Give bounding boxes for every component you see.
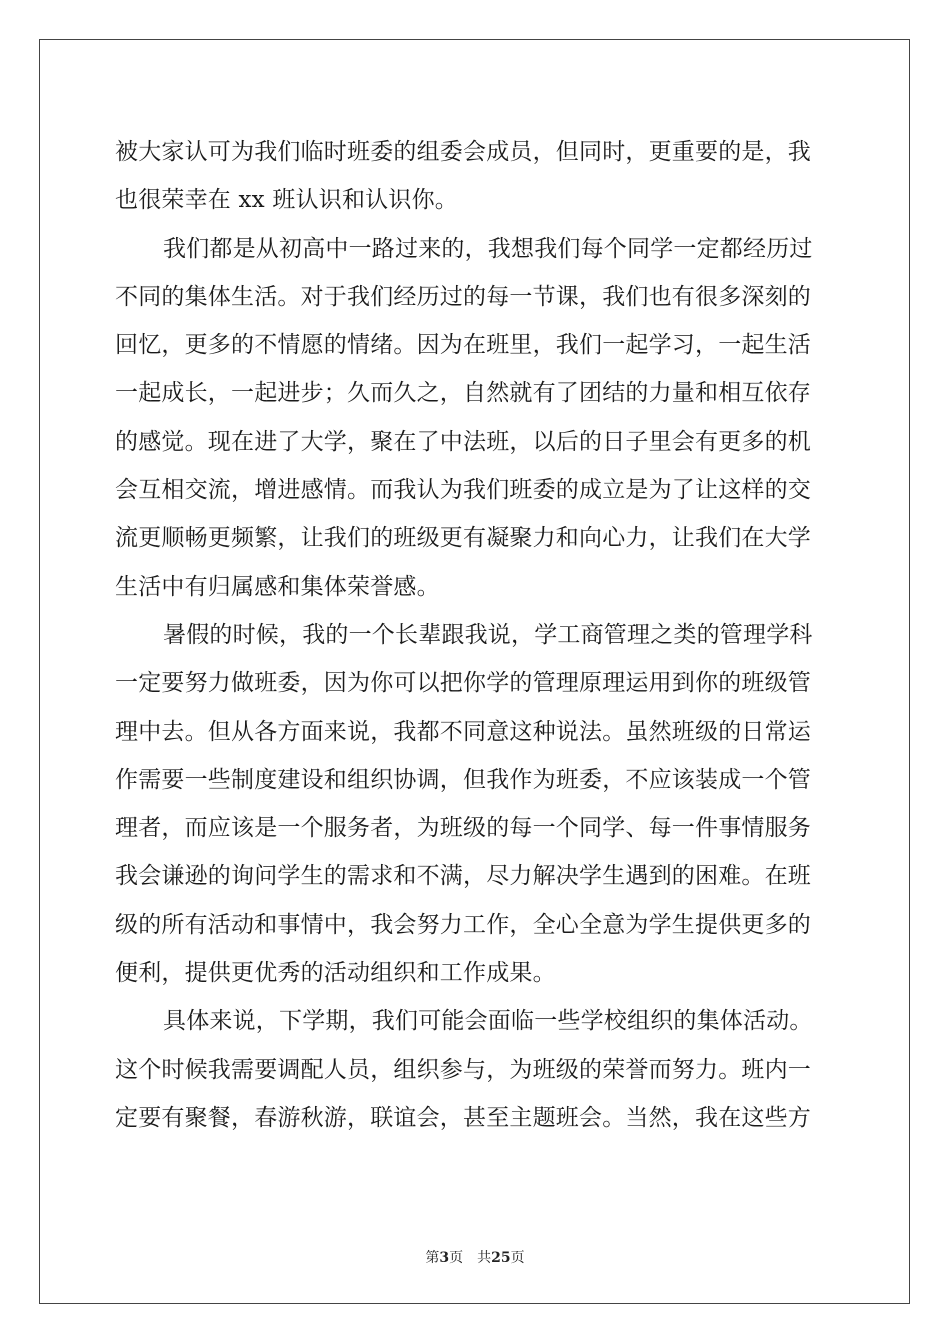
page-prefix: 第 bbox=[425, 1250, 440, 1266]
paragraph-start-line: 暑假的时候，我的一个长辈跟我说，学工商管理之类的管理学科 bbox=[163, 621, 813, 648]
paragraph-start-line: 具体来说，下学期，我们可能会面临一些学校组织的集体活动。 bbox=[163, 1008, 813, 1035]
text-line: 定要有聚餐，春游秋游，联谊会，甚至主题班会。当然，我在这些方 bbox=[115, 1104, 811, 1131]
text-line: 不同的集体生活。对于我们经历过的每一节课，我们也有很多深刻的 bbox=[115, 283, 811, 310]
text-line: 生活中有归属感和集体荣誉感。 bbox=[115, 573, 440, 600]
text-line: 也很荣幸在 xx 班认识和认识你。 bbox=[115, 187, 458, 214]
text-line: 被大家认可为我们临时班委的组委会成员，但同时，更重要的是，我 bbox=[115, 139, 811, 165]
text-line: 级的所有活动和事情中，我会努力工作，全心全意为学生提供更多的 bbox=[115, 911, 811, 938]
text-line: 会互相交流，增进感情。而我认为我们班委的成立是为了让这样的交 bbox=[115, 477, 811, 504]
text-line: 理中去。但从各方面来说，我都不同意这种说法。虽然班级的日常运 bbox=[115, 718, 811, 745]
text-line: 这个时候我需要调配人员，组织参与，为班级的荣誉而努力。班内一 bbox=[115, 1056, 811, 1083]
text-line: 回忆，更多的不情愿的情绪。因为在班里，我们一起学习，一起生活 bbox=[115, 332, 811, 359]
total-prefix: 共 bbox=[477, 1250, 492, 1266]
text-line: 作需要一些制度建设和组织协调，但我作为班委，不应该装成一个管 bbox=[115, 766, 811, 793]
total-suffix: 页 bbox=[510, 1250, 525, 1266]
page-footer bbox=[0, 1247, 950, 1267]
current-page-number: 3 bbox=[439, 1250, 450, 1266]
document-body bbox=[115, 128, 835, 1142]
page-suffix: 页 bbox=[449, 1250, 464, 1266]
text-line: 一定要努力做班委，因为你可以把你学的管理原理运用到你的班级管 bbox=[115, 670, 811, 697]
text-line: 便利，提供更优秀的活动组织和工作成果。 bbox=[115, 960, 556, 987]
text-line: 一起成长，一起进步；久而久之，自然就有了团结的力量和相互依存 bbox=[115, 380, 811, 407]
total-pages-number: 25 bbox=[491, 1250, 511, 1266]
text-line: 流更顺畅更频繁，让我们的班级更有凝聚力和向心力，让我们在大学 bbox=[115, 525, 811, 552]
text-line: 的感觉。现在进了大学，聚在了中法班，以后的日子里会有更多的机 bbox=[115, 428, 811, 455]
text-line: 我会谦逊的询问学生的需求和不满，尽力解决学生遇到的困难。在班 bbox=[115, 863, 811, 890]
text-line: 理者，而应该是一个服务者，为班级的每一个同学、每一件事情服务 bbox=[115, 815, 811, 842]
paragraph-start-line: 我们都是从初高中一路过来的，我想我们每个同学一定都经历过 bbox=[163, 235, 813, 262]
